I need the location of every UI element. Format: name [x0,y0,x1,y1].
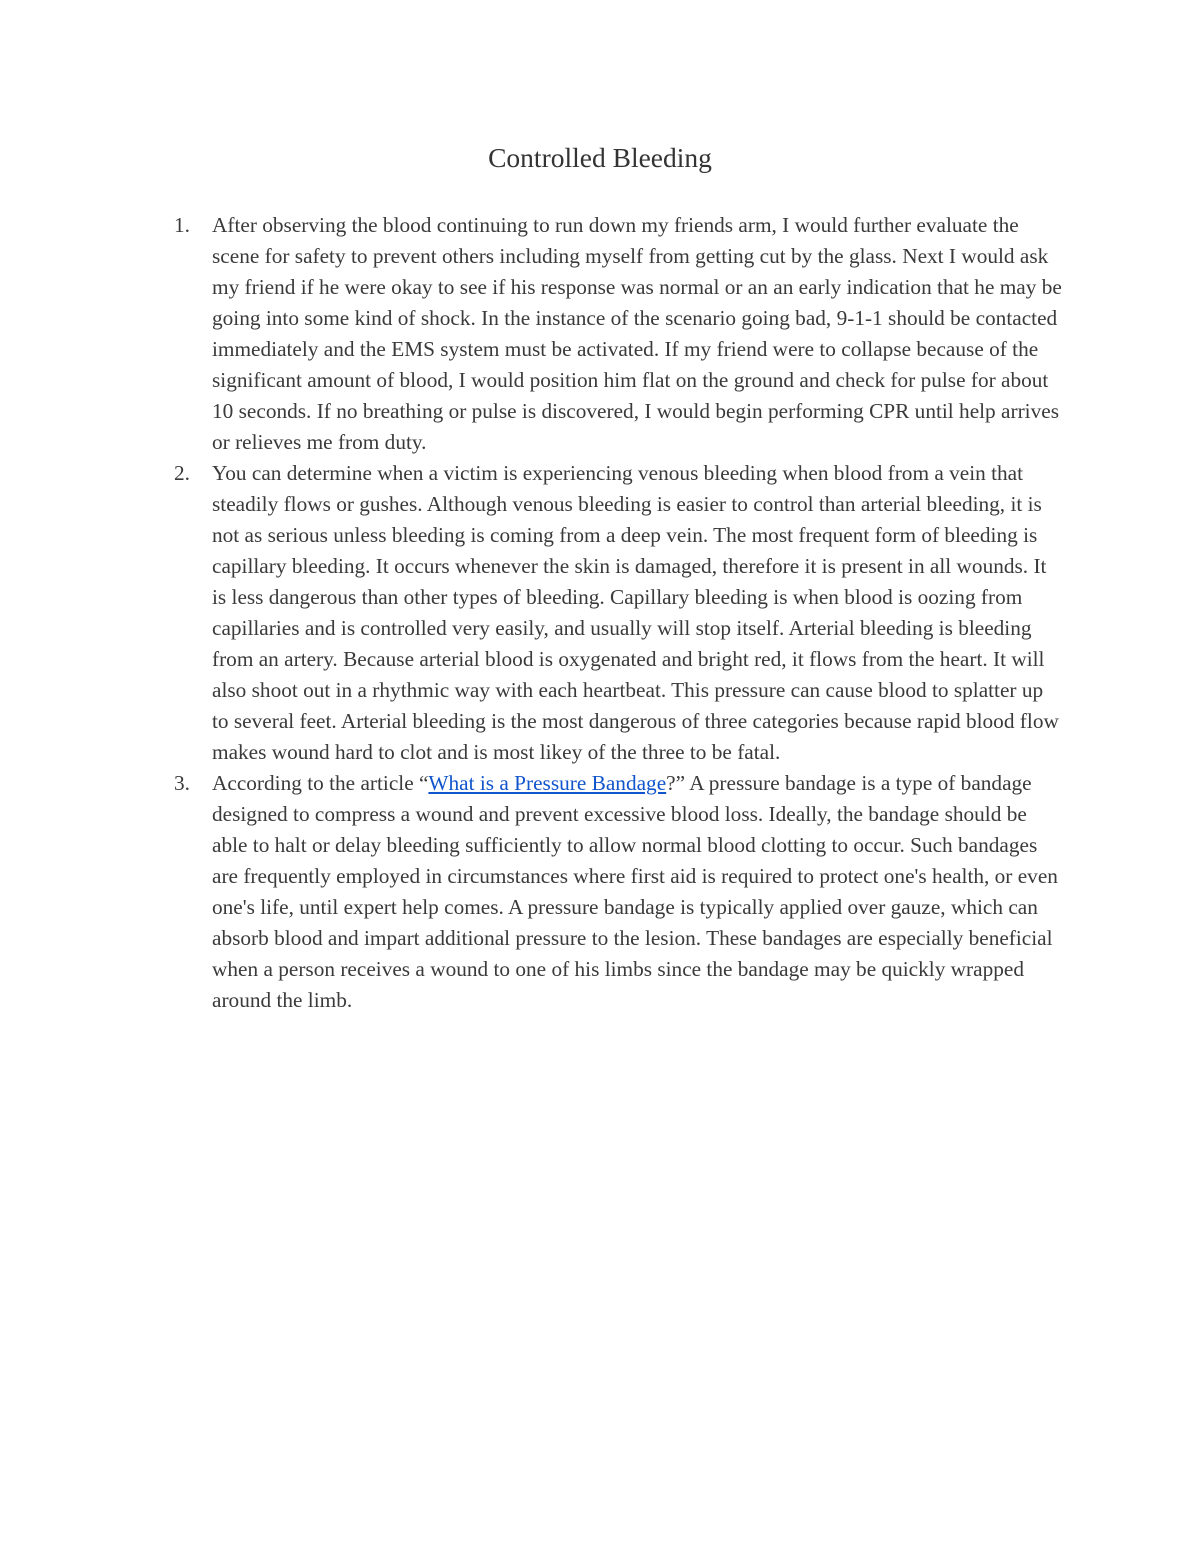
list-item-number: 1. [174,213,190,237]
page-title: Controlled Bleeding [488,142,712,173]
list-item-number: 3. [174,771,190,795]
list-item-text-after-link: ?” A pressure bandage is a type of bandage designed to compress a wound and prevent excessive blood loss. Ideally, the bandage should be able to halt or delay bleeding sufficiently to allow normal blood clotting to occur. Such bandages are frequently employed in circumstances where first aid is required to protect one's health, or even one's life, until expert help comes. A pressure bandage is typically applied over gauze, which can absorb blood and impart additional pressure to the lesion. These bandages are especially beneficial when a person receives a wound to one of his limbs since the bandage may be quickly wrapped around the limb. [212,771,1058,1012]
list-item-text-before-link: According to the article “ [212,771,429,795]
list-item-text: You can determine when a victim is experiencing venous bleeding when blood from a vein that steadily flows or gushes. Although venous bleeding is easier to control than arterial bleeding, it is not as serious unless bleeding is coming from a deep vein. The most frequent form of bleeding is capillary bleeding. It occurs whenever the skin is damaged, therefore it is present in all wounds. It is less dangerous than other types of bleeding. Capillary bleeding is when blood is oozing from capillaries and is controlled very easily, and usually will stop itself. Arterial bleeding is bleeding from an artery. Because arterial blood is oxygenated and bright red, it flows from the heart. It will also shoot out in a rhythmic way with each heartbeat. This pressure can cause blood to splatter up to several feet. Arterial bleeding is the most dangerous of three categories because rapid blood flow makes wound hard to clot and is most likey of the three to be fatal. [212,461,1059,764]
list-item [174,210,1064,458]
list-item-number: 2. [174,461,190,485]
list-item-text: After observing the blood continuing to run down my friends arm, I would further evaluate the scene for safety to prevent others including myself from getting cut by the glass. Next I would ask my friend if he were okay to see if his response was normal or an an early indication that he may be going into some kind of shock. In the instance of the scenario going bad, 9-1-1 should be contacted immediately and the EMS system must be activated. If my friend were to collapse because of the significant amount of blood, I would position him flat on the ground and check for pulse for about 10 seconds. If no breathing or pulse is discovered, I would begin performing CPR until help arrives or relieves me from duty. [212,213,1062,454]
article-link[interactable]: What is a Pressure Bandage [428,771,667,795]
list-item [174,768,1064,1016]
list-item [174,458,1064,768]
numbered-list [174,210,1064,1016]
